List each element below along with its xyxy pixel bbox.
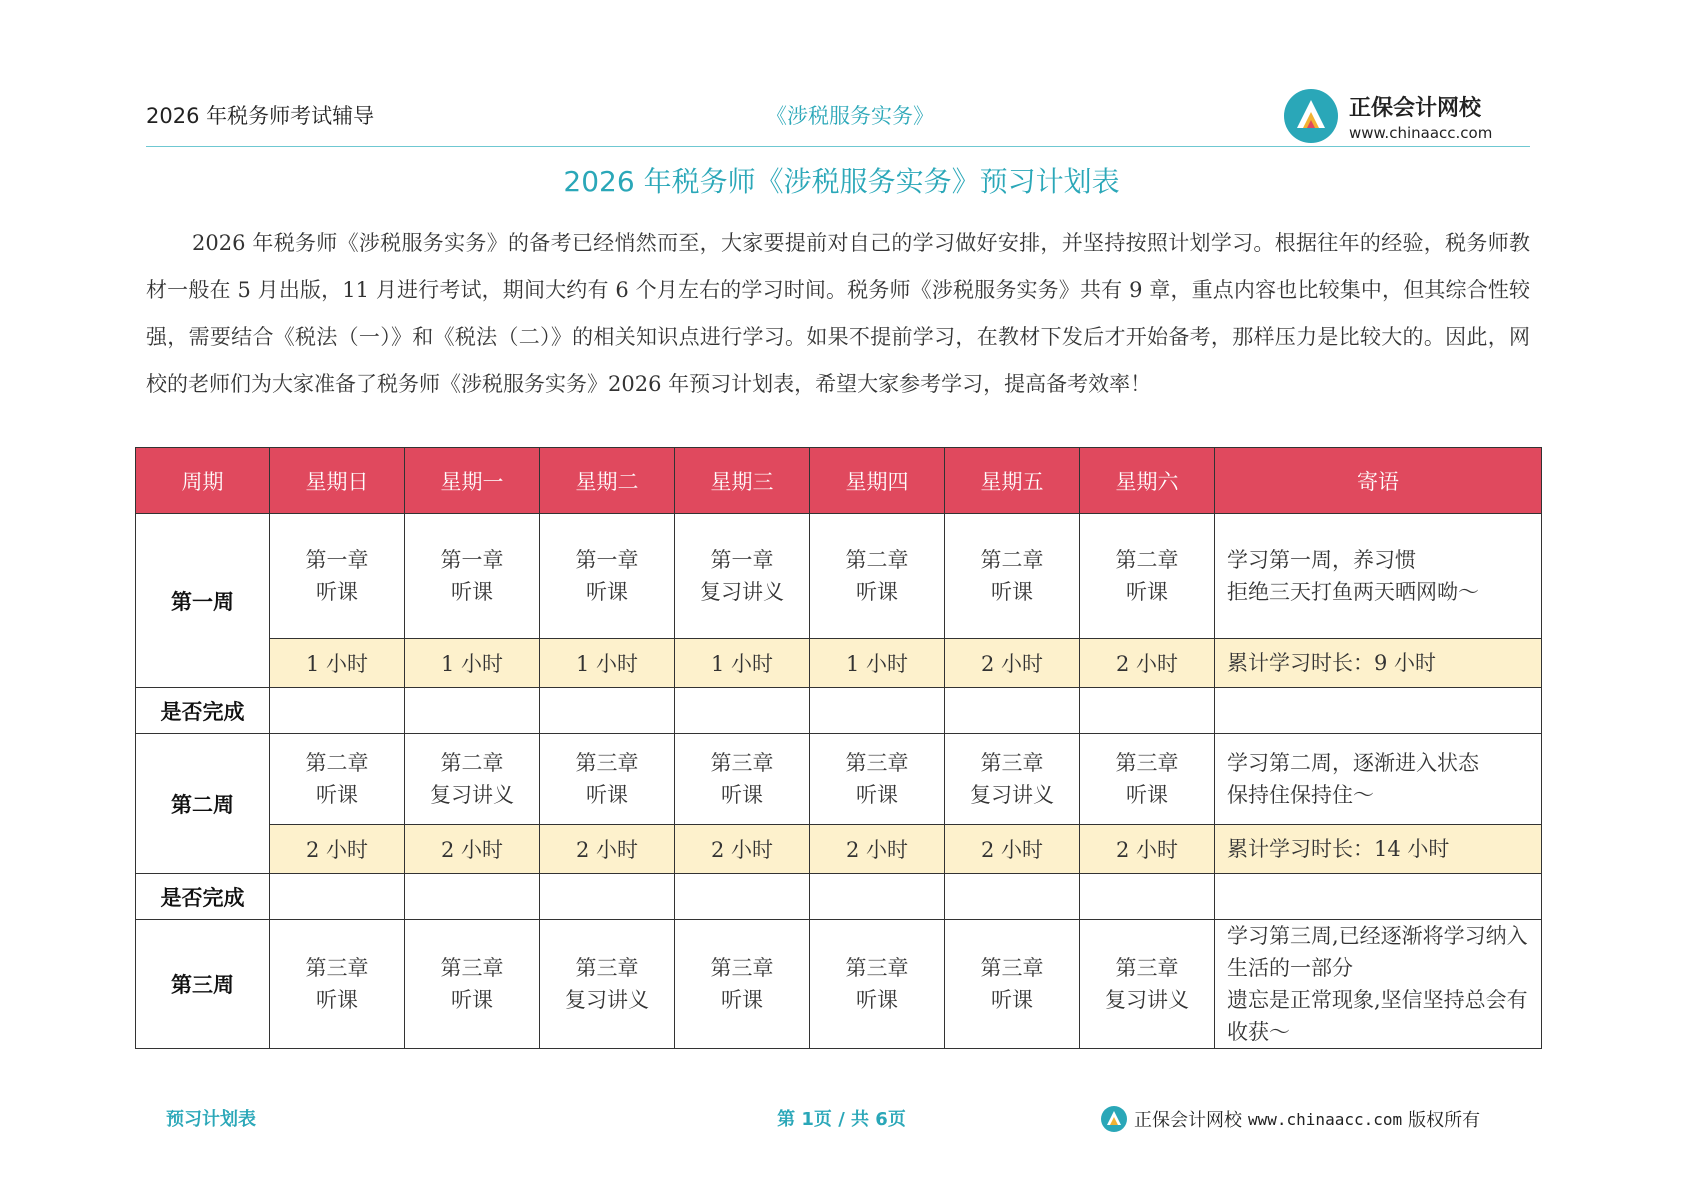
total-hours-cell: 累计学习时长：14 小时 <box>1215 825 1542 874</box>
completion-cell[interactable] <box>945 874 1080 920</box>
table-cell: 第三章 听课 <box>675 734 810 825</box>
completion-cell[interactable] <box>1215 874 1542 920</box>
hours-cell: 2 小时 <box>945 825 1080 874</box>
table-cell: 第三章 听课 <box>675 920 810 1049</box>
hours-cell: 2 小时 <box>270 825 405 874</box>
completion-cell[interactable] <box>810 874 945 920</box>
hours-cell: 1 小时 <box>270 639 405 688</box>
header-cell: 星期五 <box>945 448 1080 514</box>
hours-cell: 2 小时 <box>945 639 1080 688</box>
table-cell: 第三章 听课 <box>810 920 945 1049</box>
table-cell: 第二章 听课 <box>810 514 945 639</box>
hours-cell: 2 小时 <box>675 825 810 874</box>
subject-title: 《涉税服务实务》 <box>766 104 934 128</box>
table-cell: 第三章 复习讲义 <box>1080 920 1215 1049</box>
footer-brand: 正保会计网校 <box>1134 1110 1242 1131</box>
hours-cell: 1 小时 <box>675 639 810 688</box>
brand-logo-icon <box>1100 1105 1128 1133</box>
intro-paragraph: 2026 年税务师《涉税服务实务》的备考已经悄然而至，大家要提前对自己的学习做好安排，并坚持按照计划学习。根据往年的经验，税务师教材一般在 5 月出版，11 月进行考试，期间大约有 6 个月左右的学习时间。税务师《涉税服务实务》共有 9 章，重点内容也比较集中，但其综合性较强，需要结合《税法（一）》和《税法（二）》的相关知识点进行学习。如果不提前学习，在教材下发后才开始备考，那样压力是比较大的。因此，网校的老师们为大家准备了税务师《涉税服务实务》2026 年预习计划表，希望大家参考学习，提高备考效率！ <box>146 231 1530 396</box>
table-header-row <box>136 448 1542 514</box>
hours-cell: 1 小时 <box>810 639 945 688</box>
footer-url: www.chinaacc.com <box>1248 1109 1403 1129</box>
message-cell: 学习第一周，养习惯 拒绝三天打鱼两天晒网呦～ <box>1215 514 1542 639</box>
hours-cell: 2 小时 <box>540 825 675 874</box>
table-cell: 第二章 听课 <box>945 514 1080 639</box>
header-cell: 寄语 <box>1215 448 1542 514</box>
table-cell: 第三章 复习讲义 <box>540 920 675 1049</box>
header-cell: 星期二 <box>540 448 675 514</box>
brand-url: www.chinaacc.com <box>1349 123 1493 142</box>
total-hours-cell: 累计学习时长：9 小时 <box>1215 639 1542 688</box>
page-title: 2026 年税务师《涉税服务实务》预习计划表 <box>563 165 1120 198</box>
footer-copyright <box>1100 1105 1480 1133</box>
doc-series-title: 2026 年税务师考试辅导 <box>146 104 375 128</box>
completion-row <box>136 688 1542 734</box>
footer-doc-name: 预习计划表 <box>166 1109 256 1130</box>
table-cell: 第三章 复习讲义 <box>945 734 1080 825</box>
completion-cell[interactable] <box>405 688 540 734</box>
header-cell: 星期一 <box>405 448 540 514</box>
page-number: 第 1页 / 共 6页 <box>777 1109 906 1130</box>
header-cell: 星期六 <box>1080 448 1215 514</box>
table-cell: 第三章 听课 <box>810 734 945 825</box>
completion-cell[interactable] <box>810 688 945 734</box>
table-cell: 第一章 听课 <box>270 514 405 639</box>
brand-name: 正保会计网校 <box>1349 95 1482 121</box>
hours-cell: 1 小时 <box>540 639 675 688</box>
completion-cell[interactable] <box>675 874 810 920</box>
hours-row <box>136 639 1542 688</box>
table-cell: 第一章 听课 <box>540 514 675 639</box>
header-cell: 周期 <box>136 448 270 514</box>
hours-cell: 1 小时 <box>405 639 540 688</box>
table-cell: 第三章 听课 <box>540 734 675 825</box>
brand-block <box>1283 88 1492 144</box>
completion-cell[interactable] <box>1080 874 1215 920</box>
completion-label: 是否完成 <box>136 874 270 920</box>
footer-rights: 版权所有 <box>1408 1110 1481 1131</box>
hours-cell: 2 小时 <box>1080 639 1215 688</box>
header-cell: 星期四 <box>810 448 945 514</box>
completion-cell[interactable] <box>540 874 675 920</box>
table-cell: 第三章 听课 <box>405 920 540 1049</box>
completion-cell[interactable] <box>1215 688 1542 734</box>
table-cell: 第三章 听课 <box>270 920 405 1049</box>
brand-logo-icon <box>1283 88 1339 144</box>
week-label: 第三周 <box>136 920 270 1049</box>
completion-cell[interactable] <box>1080 688 1215 734</box>
hours-cell: 2 小时 <box>810 825 945 874</box>
table-cell: 第一章 听课 <box>405 514 540 639</box>
table-cell: 第三章 听课 <box>945 920 1080 1049</box>
completion-cell[interactable] <box>675 688 810 734</box>
table-cell: 第二章 复习讲义 <box>405 734 540 825</box>
header-divider <box>146 146 1530 147</box>
table-cell: 第一章 复习讲义 <box>675 514 810 639</box>
message-cell: 学习第二周，逐渐进入状态 保持住保持住～ <box>1215 734 1542 825</box>
study-plan-table <box>135 447 1542 1049</box>
hours-cell: 2 小时 <box>405 825 540 874</box>
table-cell: 第二章 听课 <box>270 734 405 825</box>
hours-row <box>136 825 1542 874</box>
completion-cell[interactable] <box>270 688 405 734</box>
week-label: 第二周 <box>136 734 270 874</box>
header-cell: 星期三 <box>675 448 810 514</box>
completion-label: 是否完成 <box>136 688 270 734</box>
table-row <box>136 920 1542 1049</box>
week-label: 第一周 <box>136 514 270 688</box>
completion-cell[interactable] <box>270 874 405 920</box>
table-row <box>136 514 1542 639</box>
completion-cell[interactable] <box>540 688 675 734</box>
table-cell: 第二章 听课 <box>1080 514 1215 639</box>
message-cell: 学习第三周,已经逐渐将学习纳入生活的一部分 遗忘是正常现象,坚信坚持总会有收获～ <box>1215 920 1542 1049</box>
table-row <box>136 734 1542 825</box>
completion-row <box>136 874 1542 920</box>
table-cell: 第三章 听课 <box>1080 734 1215 825</box>
hours-cell: 2 小时 <box>1080 825 1215 874</box>
completion-cell[interactable] <box>945 688 1080 734</box>
completion-cell[interactable] <box>405 874 540 920</box>
header-cell: 星期日 <box>270 448 405 514</box>
